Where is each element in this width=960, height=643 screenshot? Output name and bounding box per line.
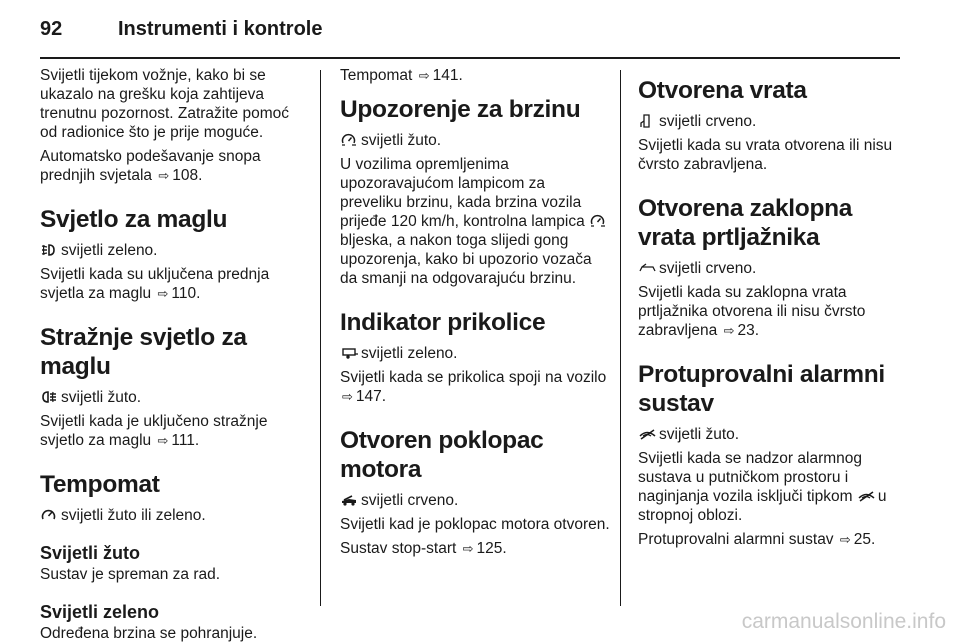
text: Automatsko podešavanje snopa prednjih svjetala xyxy=(40,148,261,184)
page-number: 92 xyxy=(40,18,63,40)
rear-fog-light-icon xyxy=(40,390,59,404)
reference-arrow-icon: ⇨ xyxy=(157,286,169,301)
section-heading-anti-theft-alarm: Protuprovalni alarmni sustav xyxy=(638,361,885,417)
paragraph xyxy=(340,66,610,85)
reference-arrow-icon: ⇨ xyxy=(462,541,474,556)
paragraph xyxy=(340,368,610,406)
paragraph: Svijetli kada su vrata otvorena ili nisu čvrsto zabravljena. xyxy=(638,137,893,173)
cruise-control-icon xyxy=(40,508,59,522)
status-line xyxy=(340,131,610,150)
reference-arrow-icon: ⇨ xyxy=(723,323,735,338)
column-left xyxy=(40,66,304,642)
text: u stropnoj oblozi. xyxy=(638,488,887,524)
paragraph: Određena brzina se pohranjuje. xyxy=(40,625,258,642)
tailgate-open-icon xyxy=(638,261,657,275)
status-line xyxy=(40,506,304,525)
status-text: svijetli zeleno. xyxy=(361,345,458,362)
paragraph xyxy=(40,265,304,303)
text: Sustav stop-start xyxy=(340,540,457,557)
text: U vozilima opremljenima upozoravajućom lampicom za preveliku brzinu, kada brzina vozila prijeđe 120 km/h, kontrolna lampica xyxy=(340,156,585,230)
status-text: svijetli crveno. xyxy=(659,113,757,130)
section-heading-speed-warning: Upozorenje za brzinu xyxy=(340,96,581,123)
alarm-off-icon xyxy=(857,489,876,503)
status-text: svijetli zeleno. xyxy=(61,242,158,259)
page-reference[interactable]: 125. xyxy=(476,540,507,557)
page-reference[interactable]: 23. xyxy=(737,322,760,339)
column-middle xyxy=(340,66,610,606)
page-reference[interactable]: 110. xyxy=(171,285,201,302)
paragraph xyxy=(638,283,908,340)
section-heading-bonnet-open: Otvoren poklopac motora xyxy=(340,427,544,483)
speed-warning-icon xyxy=(340,133,359,147)
section-heading-door-open: Otvorena vrata xyxy=(638,77,807,104)
text: Svijetli kada su zaklopna vrata prtljažnika otvorena ili nisu čvrsto zabravljena xyxy=(638,284,866,339)
subheading-yellow: Svijetli žuto xyxy=(40,543,141,563)
page-header xyxy=(40,18,900,48)
status-text: svijetli crveno. xyxy=(361,492,459,509)
paragraph xyxy=(638,449,908,525)
paragraph: Sustav je spreman za rad. xyxy=(40,566,221,583)
alarm-off-icon xyxy=(638,427,657,441)
status-text: svijetli žuto. xyxy=(61,389,142,406)
reference-arrow-icon: ⇨ xyxy=(839,532,851,547)
status-line xyxy=(40,388,304,407)
status-text: svijetli žuto. xyxy=(361,132,442,149)
front-fog-light-icon xyxy=(40,243,59,257)
reference-arrow-icon: ⇨ xyxy=(158,168,170,183)
text: Svijetli kada se nadzor alarmnog sustava u putničkom prostoru i naginjanja vozila isključi tipkom xyxy=(638,450,863,505)
text: bljeska, a nakon toga slijedi gong upozorenja, kako bi upozorio vozača da smanji na odgovarajuću brzinu. xyxy=(340,232,592,287)
column-divider xyxy=(620,70,621,606)
section-heading-rear-fog-light: Stražnje svjetlo za maglu xyxy=(40,324,247,380)
paragraph xyxy=(340,155,610,288)
reference-arrow-icon: ⇨ xyxy=(342,389,353,404)
page-title: Instrumenti i kontrole xyxy=(118,18,323,40)
paragraph: Svijetli tijekom vožnje, kako bi se ukazalo na grešku koja zahtijeva trenutnu pozornost. Zatražite pomoć od radionice što je prije moguće. xyxy=(40,67,289,141)
column-right xyxy=(638,66,908,606)
trailer-icon xyxy=(340,346,359,360)
text: Svijetli kada je uključeno stražnje svjetlo za maglu xyxy=(40,413,268,449)
section-heading-cruise-control: Tempomat xyxy=(40,471,160,498)
status-text: svijetli crveno. xyxy=(659,260,757,277)
paragraph xyxy=(638,530,908,549)
section-heading-tailgate-open: Otvorena zaklopna vrata prtljažnika xyxy=(638,195,853,251)
page-reference[interactable]: 111. xyxy=(171,432,200,449)
text: Svijetli kada se prikolica spoji na vozilo xyxy=(340,369,607,386)
speed-warning-icon xyxy=(589,214,608,228)
section-heading-fog-light: Svjetlo za maglu xyxy=(40,206,228,233)
status-line xyxy=(638,259,908,278)
paragraph: Svijetli kad je poklopac motora otvoren. xyxy=(340,516,610,533)
section-heading-trailer-indicator: Indikator prikolice xyxy=(340,309,546,336)
watermark: carmanualsonline.info xyxy=(741,610,946,633)
page-reference[interactable]: 108. xyxy=(172,167,203,184)
status-line xyxy=(340,491,610,510)
page-reference[interactable]: 25. xyxy=(853,531,876,548)
reference-arrow-icon: ⇨ xyxy=(157,433,169,448)
subheading-green: Svijetli zeleno xyxy=(40,602,160,622)
bonnet-open-icon xyxy=(340,493,359,507)
status-line xyxy=(340,344,610,363)
door-open-icon xyxy=(638,114,657,128)
text: Svijetli kada su uključena prednja svjetla za maglu xyxy=(40,266,270,302)
status-text: svijetli žuto. xyxy=(659,426,740,443)
status-line xyxy=(40,241,304,260)
status-line xyxy=(638,425,908,444)
status-text: svijetli žuto ili zeleno. xyxy=(61,507,206,524)
page-reference[interactable]: 147. xyxy=(355,388,387,405)
paragraph xyxy=(340,539,610,558)
text: Protuprovalni alarmni sustav xyxy=(638,531,834,548)
header-rule xyxy=(40,57,900,59)
paragraph xyxy=(40,147,304,185)
status-line xyxy=(638,112,908,131)
reference-arrow-icon: ⇨ xyxy=(418,68,430,83)
page-reference[interactable]: 141. xyxy=(432,67,463,84)
paragraph xyxy=(40,412,304,450)
column-divider xyxy=(320,70,321,606)
text: Tempomat xyxy=(340,67,413,84)
